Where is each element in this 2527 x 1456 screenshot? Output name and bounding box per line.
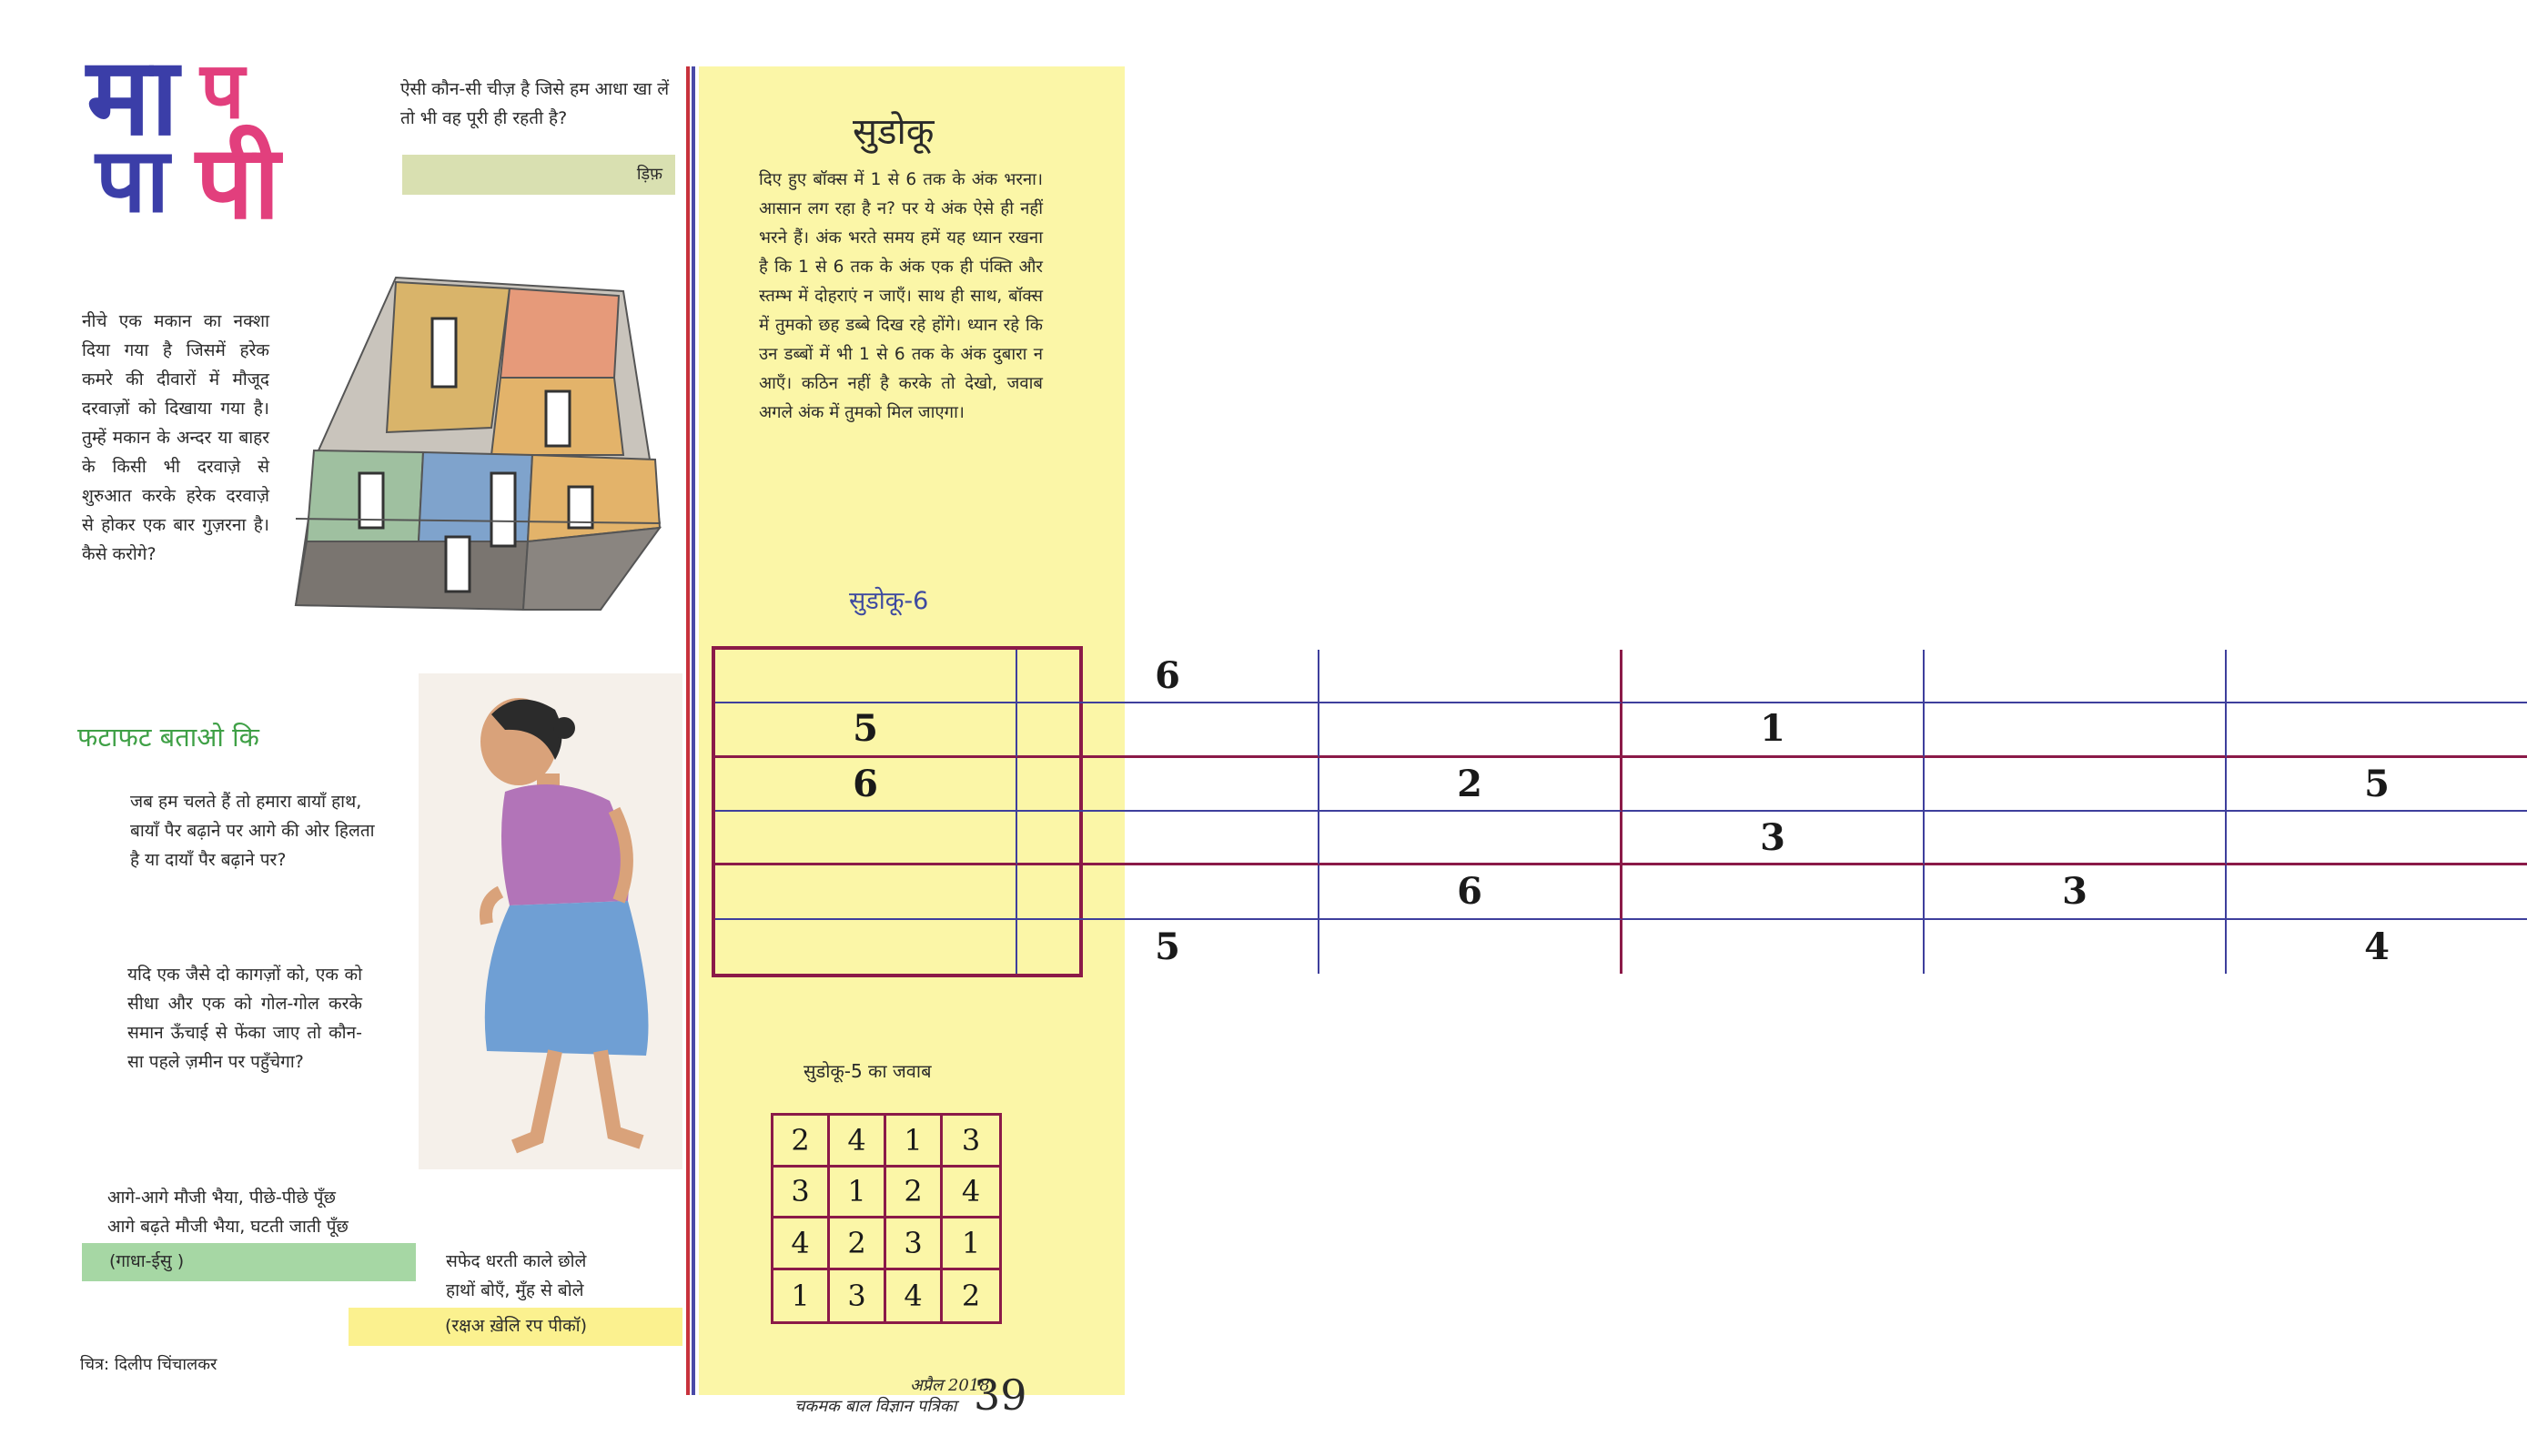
sudoku-6-cell — [715, 812, 1017, 865]
riddle-3-answer-bar — [349, 1308, 682, 1346]
sudoku-5-answer-cell: 4 — [830, 1116, 886, 1168]
quick-question-2: यदि एक जैसे दो कागज़ों को, एक को सीधा और एक को गोल-गोल करके समान ऊँचाई से फेंका जाए तो कौन-सा पहले ज़मीन पर पहुँचेगा? — [127, 965, 362, 1072]
riddle-3-line-2: हाथों बोएँ, मुँह से बोले — [446, 1280, 584, 1300]
sudoku-5-answer-cell: 4 — [943, 1168, 999, 1219]
sudoku-5-answer-cell: 3 — [943, 1116, 999, 1168]
sudoku-6-cell — [2227, 865, 2527, 919]
riddle-2-answer: (गाधा-ईसु ) — [109, 1251, 185, 1271]
riddle-3-line-1: सफेद धरती काले छोले — [446, 1251, 587, 1271]
sudoku-6-cell — [1319, 703, 1622, 757]
riddle-top-question: ऐसी कौन-सी चीज़ है जिसे हम आधा खा लें तो भी वह पूरी ही रहती है? — [400, 79, 670, 128]
sudoku-6-cell — [2227, 812, 2527, 865]
sudoku-5-answer-cell: 4 — [886, 1270, 943, 1322]
issue-month: अप्रैल 2018 — [910, 1376, 990, 1395]
riddle-top-answer: ड़िफ़ — [636, 165, 662, 184]
riddle-2-line-1: आगे-आगे मौजी भैया, पीछे-पीछे पूँछ — [107, 1188, 336, 1208]
sudoku-5-answer-cell: 1 — [886, 1116, 943, 1168]
sudoku-title: सुडोकू — [853, 111, 935, 153]
title-logo — [86, 34, 332, 259]
sudoku-6-cell — [1622, 758, 1925, 812]
sudoku-6-cell — [715, 865, 1017, 919]
logo-line1-part1: मा — [86, 34, 179, 159]
sudoku-5-answer-cell: 3 — [773, 1168, 830, 1219]
sudoku-6-cell: 6 — [1319, 865, 1622, 919]
sudoku-instructions: दिए हुए बॉक्स में 1 से 6 तक के अंक भरना। आसान लग रहा है न? पर ये अंक ऐसे ही नहीं भरने हैं। अंक भरते समय हमें यह ध्यान रखना है कि 1 से 6 तक के अंक एक ही पंक्ति और स्तम्भ में दोहराएं न जाएँ। साथ ही साथ, बॉक्स में तुमको छह डब्बे दिख रहे होंगे। ध्यान रहे कि उन डब्बों में भी 1 से 6 तक के अंक दुबारा न आएँ। कठिन नहीं है करके तो देखो, जवाब अगले अंक में तुमको मिल जाएगा। — [759, 170, 1043, 422]
sudoku-6-cell — [1925, 812, 2227, 865]
sudoku-6-cell: 2 — [1319, 758, 1622, 812]
sudoku-6-cell — [1925, 650, 2227, 703]
sudoku-5-answer-grid — [771, 1113, 1002, 1324]
divider-red — [686, 66, 690, 1395]
quick-question-1: जब हम चलते हैं तो हमारा बायाँ हाथ, बायाँ पैर बढ़ाने पर आगे की ओर हिलता है या दायाँ पैर बढ़ाने पर? — [130, 792, 375, 870]
sudoku-5-answer-cell: 4 — [773, 1218, 830, 1270]
sudoku-6-cell: 5 — [715, 703, 1017, 757]
sudoku-5-answer-cell: 2 — [773, 1116, 830, 1168]
sudoku-5-answer-cell: 2 — [830, 1218, 886, 1270]
magazine-name: चकमक बाल विज्ञान पत्रिका — [794, 1397, 957, 1416]
sudoku-5-answer-cell: 1 — [943, 1218, 999, 1270]
page-number: 39 — [974, 1370, 1027, 1420]
sudoku-5-answer-cell: 3 — [830, 1270, 886, 1322]
logo-line2-part2: पी — [196, 124, 280, 242]
sudoku-6-cell — [1622, 865, 1925, 919]
sudoku-6-cell — [2227, 650, 2527, 703]
sudoku-6-cell — [1319, 920, 1622, 974]
quick-questions-heading: फटाफट बताओ कि — [77, 722, 259, 753]
house-map-illustration — [296, 278, 678, 623]
riddle-top-answer-bar — [402, 155, 675, 195]
riddle-2-line-2: आगे बढ़ते मौजी भैया, घटती जाती पूँछ — [107, 1217, 349, 1237]
sudoku-6-title: सुडोकू-6 — [849, 587, 929, 615]
sudoku-6-cell: 5 — [2227, 758, 2527, 812]
riddle-2 — [107, 1183, 408, 1241]
sudoku-6-cell — [1017, 865, 1319, 919]
sudoku-6-cell: 4 — [2364, 925, 2390, 968]
sudoku-5-answer-cell: 2 — [961, 1278, 981, 1313]
sudoku-5-answer-cell: 1 — [773, 1270, 830, 1322]
sudoku-6-cell — [1622, 650, 1925, 703]
sudoku-6-cell: 3 — [1622, 812, 1925, 865]
illustration-credit: चित्र: दिलीप चिंचालकर — [80, 1355, 217, 1374]
sudoku-6-cell: 6 — [1017, 650, 1319, 703]
sudoku-6-cell: 5 — [1017, 920, 1319, 974]
sudoku-6-cell — [2227, 703, 2527, 757]
sudoku-6-cell — [1925, 703, 2227, 757]
logo-line1-part2: प — [200, 46, 245, 136]
sudoku-6-cell — [1017, 703, 1319, 757]
riddle-2-answer-bar — [82, 1243, 416, 1281]
sudoku-5-answer-cell: 3 — [886, 1218, 943, 1270]
sudoku-6-cell — [1017, 812, 1319, 865]
sudoku-6-grid — [712, 646, 2390, 977]
sudoku-6-cell — [715, 650, 1017, 703]
sudoku-5-answer-cell: 1 — [830, 1168, 886, 1219]
woman-walking-illustration — [419, 673, 682, 1169]
divider-blue — [692, 66, 695, 1395]
house-puzzle-text: नीचे एक मकान का नक्शा दिया गया है जिसमें हरेक कमरे की दीवारों में मौजूद दरवाज़ों को दिखाया गया है। तुम्हें मकान के अन्दर या बाहर के किसी भी दरवाज़े से शुरुआत करके हरेक दरवाज़े से होकर एक बार गुज़रना है। कैसे करोगे? — [82, 311, 269, 564]
sudoku-5-answer-cell: 2 — [886, 1168, 943, 1219]
logo-line2-part1: पा — [96, 129, 170, 233]
sudoku-6-cell — [1319, 812, 1622, 865]
sudoku-6-cell — [1319, 650, 1622, 703]
sudoku-6-cell: 6 — [715, 758, 1017, 812]
riddle-3 — [446, 1247, 682, 1305]
riddle-3-answer: (रक्षअ ख़ेलि रप पीकॉ) — [445, 1316, 587, 1336]
sudoku-6-cell — [1925, 758, 2227, 812]
sudoku-6-cell: 3 — [1925, 865, 2227, 919]
sudoku-6-cell: 1 — [1622, 703, 1925, 757]
sudoku-6-cell — [1017, 758, 1319, 812]
sudoku-6-cell — [715, 920, 1017, 974]
sudoku-5-answer-title: सुडोकू-5 का जवाब — [804, 1060, 932, 1082]
sudoku-6-cell — [1925, 920, 2227, 974]
sudoku-6-cell — [1622, 920, 1925, 974]
